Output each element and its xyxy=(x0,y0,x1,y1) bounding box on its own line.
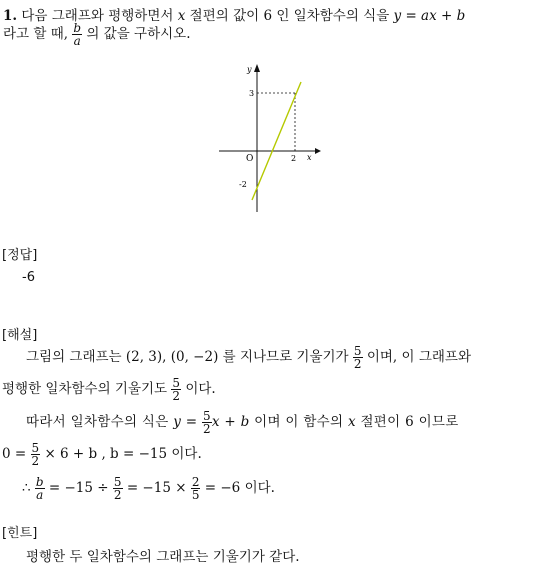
x-axis-label: x xyxy=(307,153,312,162)
y-axis-arrow xyxy=(254,64,260,72)
fraction-b-over-a: $\frac{b}{a}$ xyxy=(35,475,44,502)
explanation-label: [해설] xyxy=(2,328,38,343)
y-axis-label: y xyxy=(247,65,252,74)
explanation-line-3: 따라서 일차함수의 식은 y = $\frac{5}{2}$ x + b 이며 이 함수의 x 절편이 6 이므로 xyxy=(26,409,459,436)
fraction-5-over-2: $\frac{5}{2}$ xyxy=(172,376,181,403)
fraction-5-over-2: $\frac{5}{2}$ xyxy=(202,409,211,436)
fraction-5-over-2: $\frac{5}{2}$ xyxy=(31,441,40,468)
function-line xyxy=(252,82,301,200)
answer-value: -6 xyxy=(22,270,35,285)
fraction-b-over-a: $\frac{b}{a}$ xyxy=(73,21,82,48)
hint-label: [힌트] xyxy=(2,526,38,541)
explanation-line-5: ∴ $\frac{b}{a}$ = −15 ÷ $\frac{5}{2}$ = −15 × $\frac{2}{5}$ = −6 이다. xyxy=(22,475,275,502)
explanation-line-1: 그림의 그래프는 (2, 3), (0, −2) 를 지나므로 기울기가 $\frac{5}{2}$ 이며, 이 그래프와 xyxy=(26,344,472,371)
question-line-1: 1. 다음 그래프와 평행하면서 x 절편의 값이 6 인 일차함수의 식을 y = ax + b xyxy=(3,8,466,24)
fraction-5-over-2: $\frac{5}{2}$ xyxy=(353,344,362,371)
fraction-2-over-5: $\frac{2}{5}$ xyxy=(191,475,200,502)
explanation-line-2: 평행한 일차함수의 기울기도 $\frac{5}{2}$ 이다. xyxy=(2,376,216,403)
origin-label: O xyxy=(246,154,254,164)
x-axis-arrow xyxy=(315,148,321,154)
linear-function-graph xyxy=(215,60,325,215)
fraction-5-over-2: $\frac{5}{2}$ xyxy=(113,475,122,502)
question-number: 1. xyxy=(3,8,18,24)
y-tick-top: 3 xyxy=(249,89,255,98)
hint-text: 평행한 두 일차함수의 그래프는 기울기가 같다. xyxy=(26,549,300,565)
x-tick: 2 xyxy=(291,154,297,163)
explanation-line-4: 0 = $\frac{5}{2}$ × 6 + b , b = −15 이다. xyxy=(2,441,202,468)
question-line-2: 라고 할 때, $\frac{b}{a}$ 의 값을 구하시오. xyxy=(3,21,191,48)
y-tick-bottom: -2 xyxy=(239,180,247,189)
answer-label: [정답] xyxy=(2,248,38,263)
